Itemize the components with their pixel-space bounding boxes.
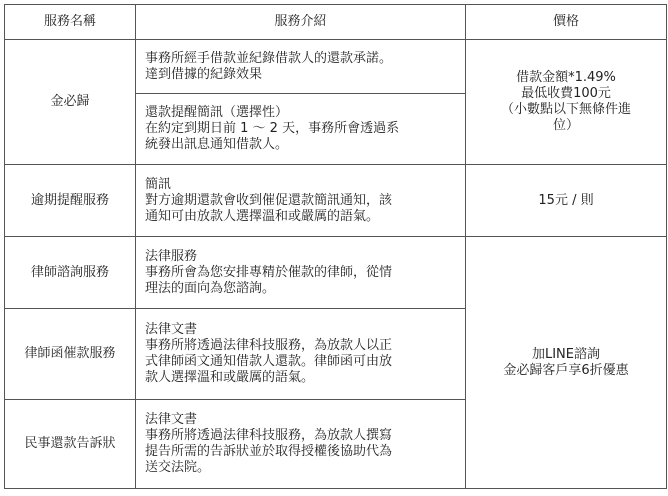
description-line: 款人選擇溫和或嚴厲的語氣。 [145,370,315,385]
table-row [5,165,667,237]
service-name-cell: 律師諮詢服務 [5,237,136,309]
description-line: 法律文書 [145,322,198,337]
description-line: 達到借據的紀錄效果 [145,66,263,82]
description-line: 事務所將透過法律科技服務，為放款人以正 [145,338,393,353]
description-line: 送交法院。 [145,460,211,475]
description-line: 法律服務 [145,248,198,264]
description-line: 事務所會為您安排專精於催款的律師，從情 [145,264,393,280]
header-service-name: 服務名稱 [5,5,136,40]
description-line: 事務所將透過法律科技服務，為放款人撰寫 [145,428,393,443]
price-line: 加LINE諮詢 [531,346,600,362]
service-description-cell [136,309,466,400]
description-line: 簡訊 [145,176,172,192]
service-description-cell [136,165,466,237]
service-name-cell: 律師函催款服務 [5,309,136,400]
description-line: 對方逾期還款會收到催促還款簡訊通知，該 [145,192,393,208]
price-line: 位） [552,118,579,133]
price-cell [466,40,667,165]
price-line: 金必歸客戶享6折優惠 [503,362,629,378]
services-table [4,4,667,489]
table-row [5,40,667,94]
service-name-cell: 金必歸 [5,40,136,165]
service-name-cell: 逾期提醒服務 [5,165,136,237]
table-row [5,237,667,309]
price-line: 最低收費100元 [521,86,611,101]
price-line: 借款金額*1.49% [516,70,616,85]
service-description-cell [136,400,466,489]
description-line: 事務所經手借款並紀錄借款人的還款承諾。 [145,50,393,66]
description-line: 式律師函文通知借款人還款。律師函可由放 [145,354,393,369]
description-line: 在約定到期日前 1 ～ 2 天，事務所會透過系 [145,121,400,136]
description-line: 理法的面向為您諮詢。 [145,280,276,296]
price-line: 15元 / 則 [538,192,594,208]
price-cell [466,237,667,489]
service-description-cell [136,94,466,165]
price-cell [466,165,667,237]
description-line: 統發出訊息通知借款人。 [145,137,289,152]
description-line: 通知可由放款人選擇溫和或嚴厲的語氣。 [145,208,380,224]
service-description-cell [136,237,466,309]
price-line: （小數點以下無條件進 [500,102,631,117]
header-row [5,5,667,40]
header-service-description: 服務介紹 [136,5,466,40]
service-name-cell: 民事還款告訴狀 [5,400,136,489]
header-price: 價格 [466,5,667,40]
description-line: 還款提醒簡訊（選擇性） [145,105,289,120]
description-line: 提告所需的告訴狀並於取得授權後協助代為 [145,444,393,459]
description-line: 法律文書 [145,412,198,427]
service-description-cell [136,40,466,94]
